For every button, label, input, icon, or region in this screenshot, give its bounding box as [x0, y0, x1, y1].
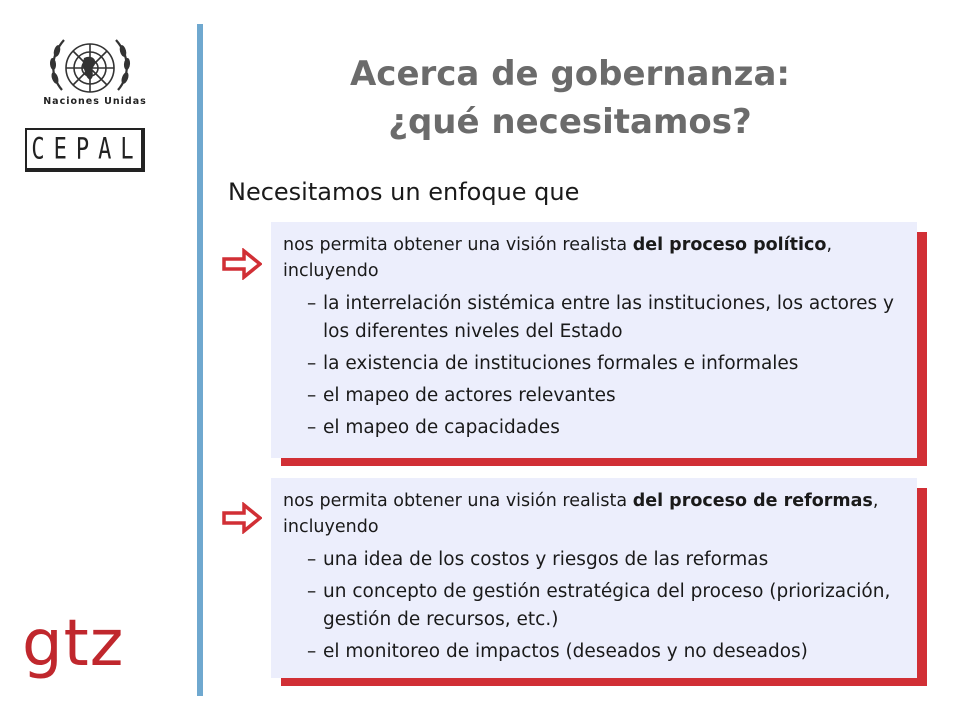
title-line-1: Acerca de gobernanza:: [349, 54, 790, 94]
slide-title: [270, 50, 870, 146]
list-item: – un concepto de gestión estratégica del proceso (priorización, gestión de recursos, etc.): [307, 581, 891, 630]
list-item: – el mapeo de capacidades: [307, 417, 560, 438]
panel-reform-process: [271, 478, 917, 678]
arrow-right-outline-icon: [222, 502, 262, 534]
list-item: – una idea de los costos y riesgos de las reformas: [307, 549, 769, 570]
vertical-divider: [197, 24, 203, 696]
arrow-right-outline-icon: [222, 248, 262, 280]
list-item: – el mapeo de actores relevantes: [307, 385, 616, 406]
cepal-logo: [25, 128, 145, 172]
cepal-wordmark: CEPAL: [31, 132, 143, 166]
gtz-logo: gtz: [22, 607, 125, 681]
panel-lead: nos permita obtener una visión realista del proceso de reformas, incluyendo: [283, 491, 879, 537]
list-item: – la interrelación sistémica entre las instituciones, los actores y los diferentes niveles del Estado: [307, 293, 894, 342]
intro-text: Necesitamos un enfoque que: [228, 178, 580, 206]
list-item: – el monitoreo de impactos (deseados y no deseados): [307, 641, 808, 662]
panel-lead: nos permita obtener una visión realista del proceso político, incluyendo: [283, 235, 833, 281]
title-line-2: ¿qué necesitamos?: [388, 102, 752, 142]
list-item: – la existencia de instituciones formales e informales: [307, 353, 799, 374]
un-wordmark: Naciones Unidas: [43, 96, 147, 107]
panel-political-process: [271, 222, 917, 458]
